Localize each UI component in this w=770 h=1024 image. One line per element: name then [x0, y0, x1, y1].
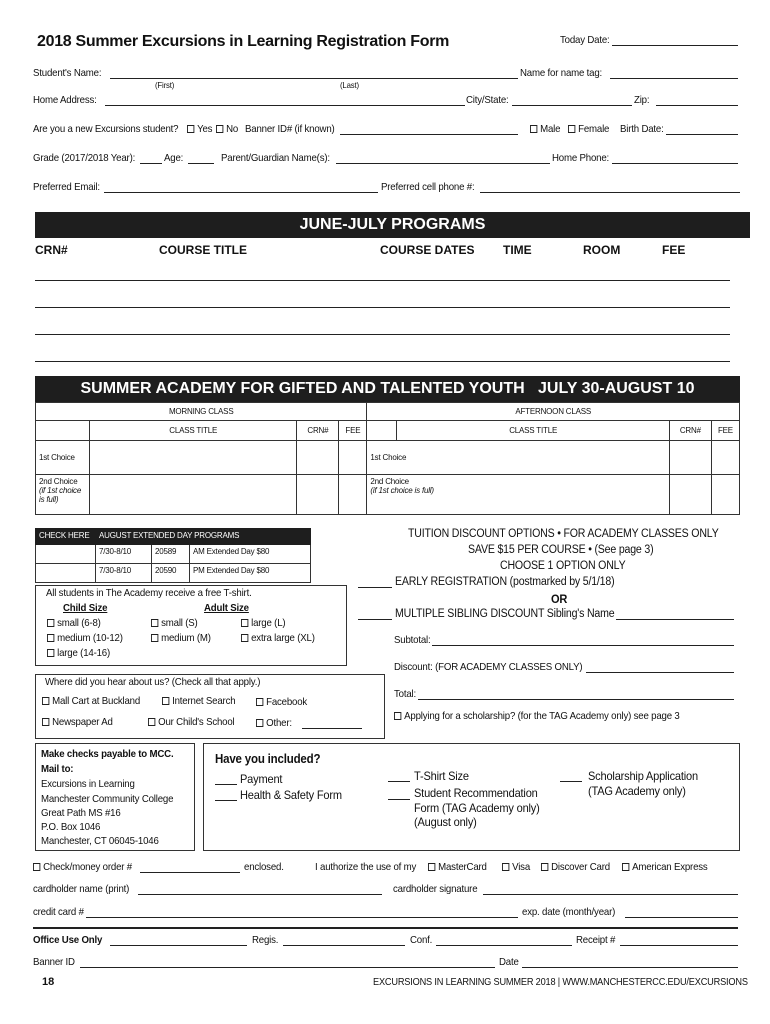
tshirt-intro: All students in The Academy receive a free T-shirt. — [46, 587, 252, 599]
no-option[interactable]: No — [216, 123, 238, 135]
regis-label: Regis. — [252, 934, 279, 946]
grade-label: Grade (2017/2018 Year): — [33, 152, 136, 164]
extended-check-2[interactable] — [36, 564, 96, 583]
check-option[interactable]: Check/money order # — [33, 861, 132, 873]
second-choice-label: 2nd Choice (if 1st choice is full) — [36, 475, 90, 515]
banner-id-label: Banner ID — [33, 956, 75, 968]
home-phone-field[interactable] — [612, 163, 738, 164]
enclosed-label: enclosed. — [244, 861, 284, 873]
discover-option[interactable]: Discover Card — [541, 861, 610, 873]
last-hint: (Last) — [340, 80, 359, 90]
age-field[interactable] — [188, 163, 214, 164]
afternoon-second-title[interactable]: 2nd Choice (if 1st choice is full) — [367, 475, 669, 515]
office-use-field[interactable] — [110, 945, 247, 946]
col-course-dates: COURSE DATES — [380, 243, 475, 257]
grade-field[interactable] — [140, 163, 162, 164]
col-room: ROOM — [583, 243, 621, 257]
cardholder-signature-field[interactable] — [483, 894, 738, 895]
payment-check[interactable] — [215, 784, 237, 785]
academy-header: SUMMER ACADEMY FOR GIFTED AND TALENTED YOUTH JULY 30-AUGUST 10 — [35, 376, 740, 402]
first-choice-label: 1st Choice — [36, 441, 90, 475]
extended-crn-2: 20590 — [152, 564, 190, 583]
checkbox-icon — [216, 125, 223, 133]
col-fee: FEE — [662, 243, 686, 257]
afternoon-first-title[interactable]: 1st Choice — [367, 441, 669, 475]
footer-text: EXCURSIONS IN LEARNING SUMMER 2018 | WWW.MANCHESTERCC.EDU/EXCURSIONS — [373, 977, 748, 988]
sibling-name-field[interactable] — [616, 619, 734, 620]
home-phone-label: Home Phone: — [552, 152, 610, 164]
parent-field[interactable] — [336, 163, 550, 164]
col-course-title: COURSE TITLE — [159, 243, 248, 257]
mastercard-option[interactable]: MasterCard — [428, 861, 487, 873]
morning-crn-head: CRN# — [297, 421, 339, 441]
facebook-option[interactable]: Facebook — [256, 696, 307, 708]
newspaper-option[interactable]: Newspaper Ad — [42, 716, 113, 728]
early-reg-label: EARLY REGISTRATION (postmarked by 5/1/18) — [395, 576, 615, 588]
male-option[interactable]: Male — [530, 123, 560, 135]
afternoon-class-label: AFTERNOON CLASS — [367, 403, 740, 421]
included-title: Have you included? — [215, 752, 321, 766]
today-date-label: Today Date: — [560, 34, 610, 46]
cell-field[interactable] — [480, 192, 740, 193]
extended-desc-1: AM Extended Day $80 — [190, 545, 311, 564]
program-line[interactable] — [35, 334, 730, 335]
cardholder-signature-label: cardholder signature — [393, 883, 478, 895]
health-check[interactable] — [215, 800, 237, 801]
discount-field[interactable] — [586, 672, 734, 673]
adult-small-option[interactable]: small (S) — [151, 617, 198, 629]
zip-field[interactable] — [656, 105, 738, 106]
banner-id-field[interactable] — [80, 967, 495, 968]
afternoon-second-fee[interactable] — [711, 475, 739, 515]
date-field[interactable] — [522, 967, 738, 968]
mail-to: Mail to: — [41, 763, 74, 775]
exp-date-label: exp. date (month/year) — [522, 906, 616, 918]
checkbox-icon — [530, 125, 537, 133]
mail-addr-2: Manchester Community College — [41, 793, 174, 805]
program-line[interactable] — [35, 307, 730, 308]
child-small-option[interactable]: small (6-8) — [47, 617, 101, 629]
conf-field[interactable] — [436, 945, 572, 946]
birth-field[interactable] — [666, 134, 738, 135]
page-number: 18 — [42, 976, 55, 988]
total-label: Total: — [394, 688, 416, 700]
included-scholarship-2: (TAG Academy only) — [588, 784, 686, 798]
extended-dates-2: 7/30-8/10 — [96, 564, 152, 583]
mall-cart-option[interactable]: Mall Cart at Buckland — [42, 695, 140, 707]
email-label: Preferred Email: — [33, 181, 100, 193]
receipt-field[interactable] — [620, 945, 738, 946]
included-scholarship: Scholarship Application — [588, 769, 698, 783]
banner-label: Banner ID# (if known) — [245, 123, 335, 135]
hear-question: Where did you hear about us? (Check all that apply.) — [45, 676, 261, 688]
morning-second-crn[interactable] — [297, 475, 339, 515]
scholarship-option[interactable]: Applying for a scholarship? (for the TAG Academy only) see page 3 — [394, 710, 680, 722]
col-crn: CRN# — [35, 243, 68, 257]
scholarship-check[interactable] — [560, 781, 582, 782]
extended-desc-2: PM Extended Day $80 — [190, 564, 311, 583]
banner-field[interactable] — [340, 134, 518, 135]
new-student-label: Are you a new Excursions student? — [33, 123, 179, 135]
office-use-label: Office Use Only — [33, 934, 103, 946]
other-field[interactable] — [302, 728, 362, 729]
or-label: OR — [551, 592, 568, 606]
checkbox-icon — [568, 125, 575, 133]
mail-addr-4: P.O. Box 1046 — [41, 821, 101, 833]
included-payment: Payment — [240, 772, 283, 786]
cardholder-name-label: cardholder name (print) — [33, 883, 130, 895]
other-option[interactable]: Other: — [256, 717, 292, 729]
child-large-option[interactable]: large (14-16) — [47, 647, 110, 659]
credit-card-label: credit card # — [33, 906, 84, 918]
sibling-field[interactable] — [358, 619, 392, 620]
name-tag-field[interactable] — [610, 78, 738, 79]
afternoon-class-title-head: CLASS TITLE — [397, 421, 669, 441]
tuition-line-1: TUITION DISCOUNT OPTIONS • FOR ACADEMY CLASSES ONLY — [408, 528, 719, 540]
today-date-field[interactable] — [612, 45, 738, 46]
age-label: Age: — [164, 152, 184, 164]
check-here-label: CHECK HERE — [36, 529, 96, 545]
included-health: Health & Safety Form — [240, 788, 342, 802]
early-reg-field[interactable] — [358, 587, 392, 588]
first-hint: (First) — [155, 80, 175, 90]
morning-fee-head: FEE — [339, 421, 367, 441]
morning-second-title[interactable] — [90, 475, 297, 515]
city-field[interactable] — [512, 105, 632, 106]
date-label: Date — [499, 956, 519, 968]
afternoon-second-crn[interactable] — [669, 475, 711, 515]
morning-class-label: MORNING CLASS — [36, 403, 367, 421]
regis-field[interactable] — [283, 945, 405, 946]
extended-check-1[interactable] — [36, 545, 96, 564]
yes-option[interactable]: Yes — [187, 123, 212, 135]
address-label: Home Address: — [33, 94, 97, 106]
school-option[interactable]: Our Child's School — [148, 716, 235, 728]
mail-addr-1: Excursions in Learning — [41, 778, 135, 790]
exp-date-field[interactable] — [625, 917, 738, 918]
extended-day-table — [35, 528, 311, 583]
discount-label: Discount: (FOR ACADEMY CLASSES ONLY) — [394, 661, 583, 673]
afternoon-first-crn[interactable] — [669, 441, 711, 475]
included-recommendation: Student Recommendation — [414, 786, 538, 800]
address-field[interactable] — [105, 105, 465, 106]
subtotal-label: Subtotal: — [394, 634, 431, 646]
program-line[interactable] — [35, 280, 730, 281]
student-name-label: Student's Name: — [33, 67, 102, 79]
adult-medium-option[interactable]: medium (M) — [151, 632, 211, 644]
office-divider — [33, 927, 738, 929]
female-option[interactable]: Female — [568, 123, 609, 135]
checks-payable: Make checks payable to MCC. — [41, 748, 174, 760]
morning-first-fee[interactable] — [339, 441, 367, 475]
extended-dates-1: 7/30-8/10 — [96, 545, 152, 564]
adult-size-label: Adult Size — [204, 602, 249, 614]
academy-table — [35, 402, 740, 515]
afternoon-first-fee[interactable] — [711, 441, 739, 475]
email-field[interactable] — [104, 192, 378, 193]
total-field[interactable] — [418, 699, 734, 700]
authorize-label: I authorize the use of my — [315, 861, 417, 873]
morning-first-crn[interactable] — [297, 441, 339, 475]
included-tshirt: T-Shirt Size — [414, 769, 469, 783]
extended-heading: AUGUST EXTENDED DAY PROGRAMS — [96, 529, 311, 545]
afternoon-crn-head: CRN# — [669, 421, 711, 441]
name-tag-label: Name for name tag: — [520, 67, 603, 79]
subtotal-field[interactable] — [432, 645, 734, 646]
amex-option[interactable]: American Express — [622, 861, 708, 873]
tshirt-check[interactable] — [388, 781, 410, 782]
child-size-label: Child Size — [63, 602, 108, 614]
student-name-field[interactable] — [110, 78, 518, 79]
morning-class-title-head: CLASS TITLE — [90, 421, 297, 441]
program-line[interactable] — [35, 361, 730, 362]
child-medium-option[interactable]: medium (10-12) — [47, 632, 123, 644]
zip-label: Zip: — [634, 94, 650, 106]
check-number-field[interactable] — [140, 872, 240, 873]
adult-xl-option[interactable]: extra large (XL) — [241, 632, 315, 644]
mail-addr-3: Great Path MS #16 — [41, 807, 121, 819]
internet-search-option[interactable]: Internet Search — [162, 695, 235, 707]
recommendation-check[interactable] — [388, 799, 410, 800]
mail-addr-5: Manchester, CT 06045-1046 — [41, 835, 159, 847]
cardholder-name-field[interactable] — [138, 894, 382, 895]
included-recommendation-2: Form (TAG Academy only) — [414, 801, 540, 815]
included-recommendation-3: (August only) — [414, 815, 477, 829]
col-time: TIME — [503, 243, 532, 257]
birth-label: Birth Date: — [620, 123, 664, 135]
extended-crn-1: 20589 — [152, 545, 190, 564]
cell-label: Preferred cell phone #: — [381, 181, 475, 193]
morning-first-title[interactable] — [90, 441, 297, 475]
sibling-label: MULTIPLE SIBLING DISCOUNT Sibling's Name — [395, 608, 615, 620]
checkbox-icon — [187, 125, 194, 133]
june-july-header: JUNE-JULY PROGRAMS — [35, 212, 750, 238]
conf-label: Conf. — [410, 934, 433, 946]
adult-large-option[interactable]: large (L) — [241, 617, 285, 629]
tuition-line-2: SAVE $15 PER COURSE • (See page 3) — [468, 544, 654, 556]
tuition-line-3: CHOOSE 1 OPTION ONLY — [500, 560, 626, 572]
receipt-label: Receipt # — [576, 934, 616, 946]
morning-second-fee[interactable] — [339, 475, 367, 515]
credit-card-field[interactable] — [86, 917, 518, 918]
page-title: 2018 Summer Excursions in Learning Registration Form — [37, 33, 450, 50]
parent-label: Parent/Guardian Name(s): — [221, 152, 330, 164]
city-label: City/State: — [466, 94, 509, 106]
afternoon-fee-head: FEE — [711, 421, 739, 441]
visa-option[interactable]: Visa — [502, 861, 530, 873]
